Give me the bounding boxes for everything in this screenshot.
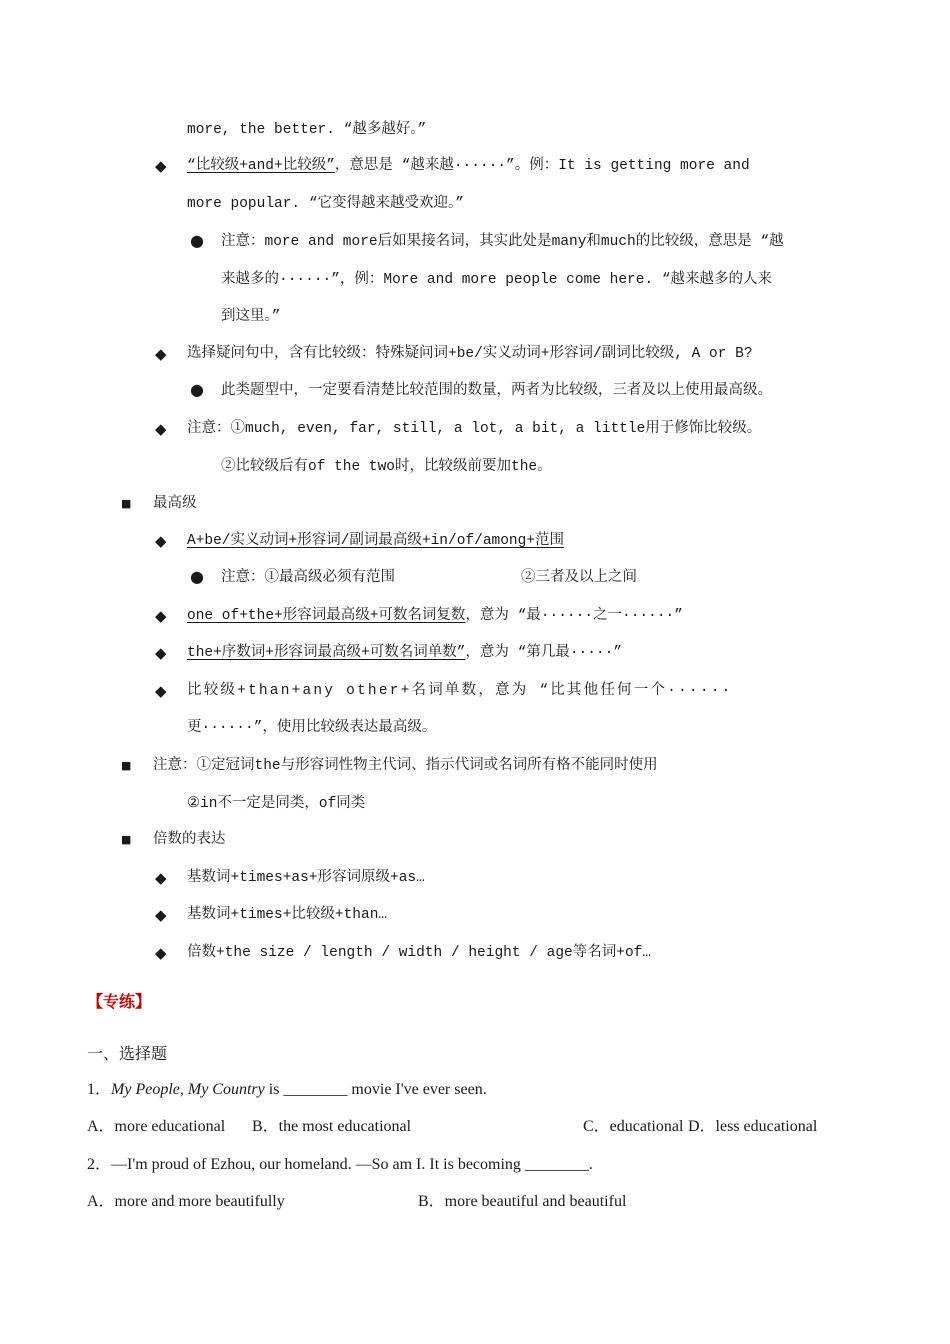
- text-line: more, the better. “越多越好。”: [187, 122, 427, 138]
- option-a: A．more educational: [87, 1118, 226, 1135]
- question-1: [87, 1080, 487, 1100]
- diamond-icon: ◆: [155, 607, 167, 625]
- circle-icon: ●: [190, 380, 204, 399]
- question-1-stem: is ________ movie I've ever seen.: [264, 1081, 487, 1098]
- option-a: A．more and more beautifully: [87, 1193, 285, 1210]
- practice-title: 【专练】: [87, 992, 152, 1011]
- section-heading: 倍数的表达: [153, 832, 226, 848]
- diamond-icon: ◆: [155, 644, 167, 662]
- text-line: 倍数+the size / length / width / height / age等名词+of…: [187, 945, 652, 961]
- text-line: 选择疑问句中，含有比较级：特殊疑问词+be/实义动词+形容词/副词比较级, A or B?: [187, 346, 753, 362]
- diamond-icon: ◆: [155, 906, 167, 924]
- practice-subtitle: 一、选择题: [87, 1046, 168, 1063]
- text-line: 基数词+times+as+形容词原级+as…: [187, 870, 425, 886]
- text-line: 注意：①最高级必须有范围: [221, 570, 395, 586]
- circle-icon: ●: [190, 567, 204, 586]
- square-icon: ■: [121, 497, 132, 510]
- text-line: 此类题型中，一定要看清楚比较范围的数量，两者为比较级，三者及以上使用最高级。: [221, 383, 772, 399]
- text-line: 基数词+times+比较级+than…: [187, 907, 388, 923]
- circle-icon: ●: [190, 231, 204, 250]
- diamond-icon: ◆: [155, 944, 167, 962]
- text-line: ②in不一定是同类，of同类: [187, 796, 366, 812]
- question-2: 2．—I'm proud of Ezhou, our homeland. —So am I. It is becoming ________.: [87, 1156, 593, 1173]
- diamond-icon: ◆: [155, 345, 167, 363]
- section-heading: 最高级: [153, 496, 197, 512]
- diamond-icon: ◆: [155, 869, 167, 887]
- text-line: more popular. “它变得越来越受欢迎。”: [187, 196, 464, 212]
- question-number: 1．: [87, 1081, 112, 1098]
- text-line: 注意：①much, even, far, still, a lot, a bit, a little用于修饰比较级。: [187, 421, 762, 437]
- text-line: 来越多的······”，例：More and more people come here. “越来越多的人来: [221, 272, 773, 288]
- diamond-icon: ◆: [155, 532, 167, 550]
- pattern-text: one of+the+形容词最高级+可数名词复数: [187, 608, 466, 624]
- option-b: B．more beautiful and beautiful: [418, 1193, 627, 1210]
- option-d: D．less educational: [688, 1118, 818, 1135]
- option-c: C．educational: [583, 1118, 684, 1135]
- text-line: [187, 531, 564, 551]
- diamond-icon: ◆: [155, 682, 167, 700]
- text-line: ②比较级后有of the two时，比较级前要加the。: [221, 459, 552, 475]
- text-span: ，意思是 “越来越······”。例：It is getting more and: [334, 158, 750, 174]
- text-line: [187, 606, 683, 626]
- text-span: ，意为 “最······之一······”: [465, 608, 683, 624]
- diamond-icon: ◆: [155, 157, 167, 175]
- text-line: 注意：①定冠词the与形容词性物主代词、指示代词或名词所有格不能同时使用: [153, 758, 658, 774]
- diamond-icon: ◆: [155, 420, 167, 438]
- square-icon: ■: [121, 759, 132, 772]
- pattern-text: the+序数词+形容词最高级+可数名词单数”: [187, 645, 466, 661]
- text-line: 注意：more and more后如果接名词，其实此处是many和much的比较级，意思是 “越: [221, 234, 784, 250]
- pattern-text: A+be/实义动词+形容词/副词最高级+in/of/among+范围: [187, 533, 565, 549]
- question-1-title: My People, My Country: [111, 1081, 265, 1098]
- text-line: 比较级+than+any other+名词单数，意为 “比其他任何一个······: [187, 683, 733, 699]
- text-line: 更······”，使用比较级表达最高级。: [187, 720, 437, 736]
- text-line: [187, 643, 622, 663]
- square-icon: ■: [121, 833, 132, 846]
- pattern-text: “比较级+and+比较级”: [187, 158, 335, 174]
- option-b: B．the most educational: [252, 1118, 412, 1135]
- text-line: ②三者及以上之间: [521, 570, 637, 586]
- text-line: [187, 156, 750, 176]
- text-line: 到这里。”: [221, 309, 281, 325]
- text-span: ，意为 “第几最·····”: [465, 645, 623, 661]
